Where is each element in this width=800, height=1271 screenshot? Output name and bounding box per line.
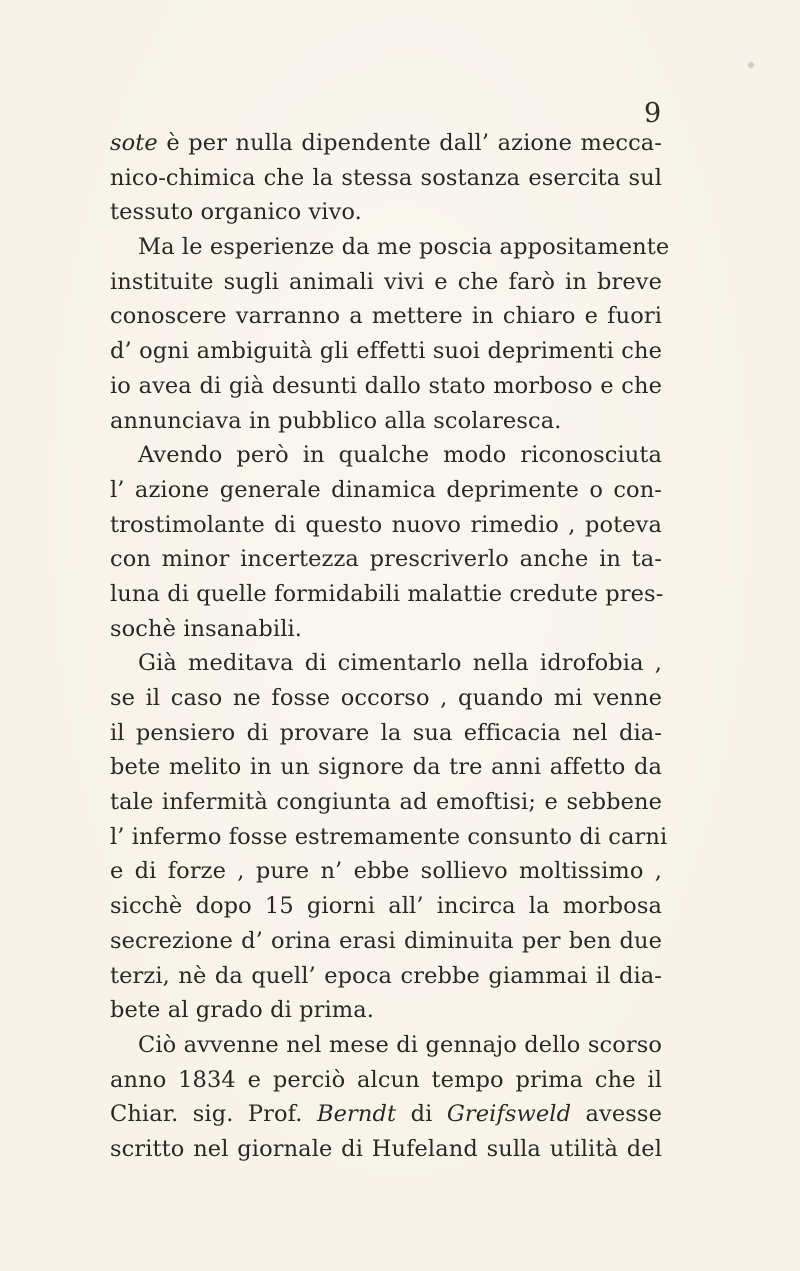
text-line [110, 126, 662, 161]
text-line [110, 959, 662, 994]
text-line [110, 195, 662, 230]
text-line [110, 438, 662, 473]
text-line [110, 646, 662, 681]
text-line [110, 1028, 662, 1063]
text-line [110, 889, 662, 924]
paper-spot [748, 62, 754, 68]
text-line [110, 1063, 662, 1098]
text-span: anno 1834 e perciò alcun tempo prima che il [110, 1066, 662, 1093]
text-span: nico-chimica che la stessa sostanza esercita sul [110, 164, 662, 191]
text-line [110, 161, 662, 196]
text-line [110, 785, 662, 820]
text-span: annunciava in pubblico alla scolaresca. [110, 407, 562, 434]
text-line [110, 820, 668, 855]
text-span: di [396, 1101, 447, 1128]
text-line [110, 508, 662, 543]
text-line [110, 1132, 662, 1167]
text-span: Chiar. sig. Prof. [110, 1101, 317, 1128]
text-line [110, 404, 662, 439]
text-line [110, 299, 662, 334]
text-span: Ciò avvenne nel mese di gennajo dello scorso [138, 1031, 662, 1058]
text-line [110, 993, 662, 1028]
text-span: il pensiero di provare la sua efficacia nel dia- [110, 719, 662, 746]
italic-text: Greifsweld [446, 1101, 572, 1128]
text-span: terzi, nè da quell’ epoca crebbe giammai il dia- [110, 962, 662, 989]
text-span: Ma le esperienze da me poscia appositamente [138, 234, 670, 261]
text-line [110, 577, 662, 612]
text-span: trostimolante di questo nuovo rimedio , poteva [110, 511, 662, 538]
text-span: sochè insanabili. [110, 615, 303, 642]
text-span: scritto nel giornale di Hufeland sulla utilità del [110, 1135, 662, 1162]
text-line [110, 612, 662, 647]
text-line [110, 334, 662, 369]
text-line [110, 716, 662, 751]
text-line [110, 369, 662, 404]
text-span: luna di quelle formidabili malattie credute pres- [110, 580, 664, 607]
text-span: conoscere varranno a mettere in chiaro e fuori [110, 303, 662, 330]
text-span: con minor incertezza prescriverlo anche in ta- [110, 546, 662, 573]
text-line [110, 924, 662, 959]
text-line [110, 473, 662, 508]
text-span: bete melito in un signore da tre anni affetto da [110, 754, 662, 781]
text-span: Già meditava di cimentarlo nella idrofobia , [138, 650, 662, 677]
text-line [110, 230, 670, 265]
text-line [110, 854, 662, 889]
text-span: instituite sugli animali vivi e che farò in breve [110, 268, 662, 295]
text-span: Avendo però in qualche modo riconosciuta [138, 442, 662, 469]
italic-text: Berndt [316, 1101, 397, 1128]
text-span: d’ ogni ambiguità gli effetti suoi deprimenti che [110, 338, 662, 365]
text-line [110, 1097, 662, 1132]
text-span: è per nulla dipendente dall’ azione mecca- [157, 130, 662, 156]
text-span: se il caso ne fosse occorso , quando mi venne [110, 685, 662, 711]
text-line [110, 750, 662, 785]
text-line [110, 542, 662, 577]
text-span: tessuto organico vivo. [110, 199, 362, 226]
text-span: e di forze , pure n’ ebbe sollievo moltissimo , [110, 858, 662, 885]
text-line [110, 265, 662, 300]
text-span: l’ azione generale dinamica deprimente o con- [110, 476, 662, 503]
text-span: secrezione d’ orina erasi diminuita per ben due [110, 927, 662, 954]
text-span: l’ infermo fosse estremamente consunto di carni [110, 823, 668, 850]
body-text [110, 126, 670, 1167]
text-span: avesse [571, 1101, 662, 1128]
text-line [110, 681, 662, 716]
text-span: io avea di già desunti dallo stato morboso e che [110, 372, 662, 399]
text-span: sicchè dopo 15 giorni all’ incirca la morbosa [110, 893, 662, 920]
page-number: 9 [644, 98, 662, 129]
text-span: bete al grado di prima. [110, 997, 374, 1024]
text-span: tale infermità congiunta ad emoftisi; e sebbene [110, 789, 662, 816]
italic-text: sote [110, 130, 158, 156]
